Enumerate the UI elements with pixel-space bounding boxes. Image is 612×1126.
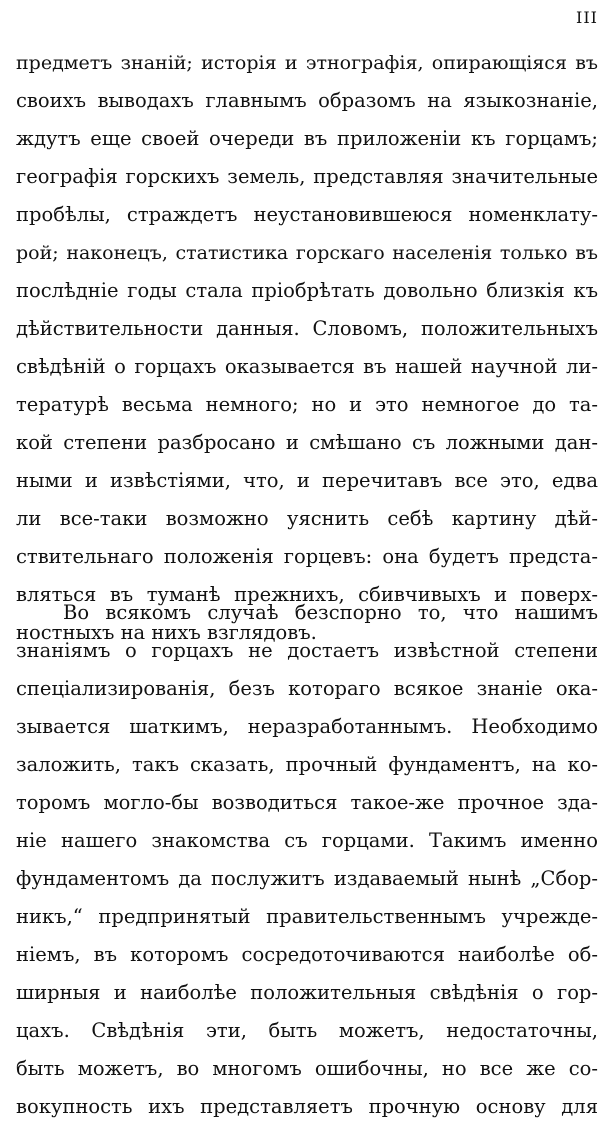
text-line: ли все-таки возможно уяснить себѣ картину дѣй- (16, 507, 598, 530)
text-line: дѣйствительности данныя. Словомъ, положительныхъ (16, 317, 598, 340)
text-line: предметъ знаній; исторія и этнографія, опирающіяся въ (16, 52, 598, 74)
text-line: торомъ могло-бы возводиться такое-же прочное зда- (16, 791, 598, 814)
paragraph (16, 594, 598, 1126)
text-line: заложить, такъ сказать, прочный фундаментъ, на ко- (16, 753, 598, 776)
text-line: ствительнаго положенія горцевъ: она будетъ предста- (16, 545, 598, 568)
text-line: зывается шаткимъ, неразработаннымъ. Необходимо (16, 715, 598, 738)
text-line: фундаментомъ да послужитъ издаваемый нынѣ „Сбор- (16, 867, 598, 890)
text-line: ніе нашего знакомства съ горцами. Такимъ именно (16, 829, 598, 852)
paragraph (16, 44, 598, 652)
text-line: ностныхъ на нихъ взглядовъ. (16, 621, 317, 644)
text-line: кой степени разбросано и смѣшано съ ложными дан- (16, 431, 598, 454)
text-line: быть можетъ, во многомъ ошибочны, но все же со- (16, 1057, 598, 1080)
text-line: послѣдніе годы стала пріобрѣтать довольно близкія къ (16, 279, 598, 302)
text-line: пробѣлы, страждетъ неустановившеюся номенклату- (16, 203, 598, 226)
text-line: ждутъ еще своей очереди въ приложеніи къ горцамъ; (16, 127, 598, 150)
text-line: ными и извѣстіями, что, и перечитавъ все это, едва (16, 469, 598, 492)
text-line: географія горскихъ земель, представляя значительные (16, 165, 598, 188)
text-line: знаніямъ о горцахъ не достаетъ извѣстной степени (16, 639, 598, 662)
text-line: вокупность ихъ представляетъ прочную основу для (16, 1095, 598, 1118)
text-line: никъ,“ предпринятый правительственнымъ учрежде- (16, 905, 598, 928)
text-line: рой; наконецъ, статистика горскаго населенія только въ (16, 242, 598, 264)
text-line: свѣдѣній о горцахъ оказывается въ нашей научной ли- (16, 355, 598, 378)
text-line: Во всякомъ случаѣ безспорно то, что нашимъ (63, 601, 598, 624)
text-line: цахъ. Свѣдѣнія эти, быть можетъ, недостаточны, (16, 1019, 598, 1042)
text-line: ніемъ, въ которомъ сосредоточиваются наиболѣе об- (16, 943, 598, 966)
text-line: спеціализированія, безъ котораго всякое знаніе ока- (16, 677, 598, 700)
page-number: III (576, 8, 598, 27)
text-line: своихъ выводахъ главнымъ образомъ на языкознаніе, (16, 89, 598, 112)
text-line: вляться въ туманѣ прежнихъ, сбивчивыхъ и поверх- (16, 583, 598, 606)
text-line: ширныя и наиболѣе положительныя свѣдѣнія о гор- (16, 981, 598, 1004)
text-line: тературѣ весьма немного; но и это немногое до та- (16, 393, 598, 416)
